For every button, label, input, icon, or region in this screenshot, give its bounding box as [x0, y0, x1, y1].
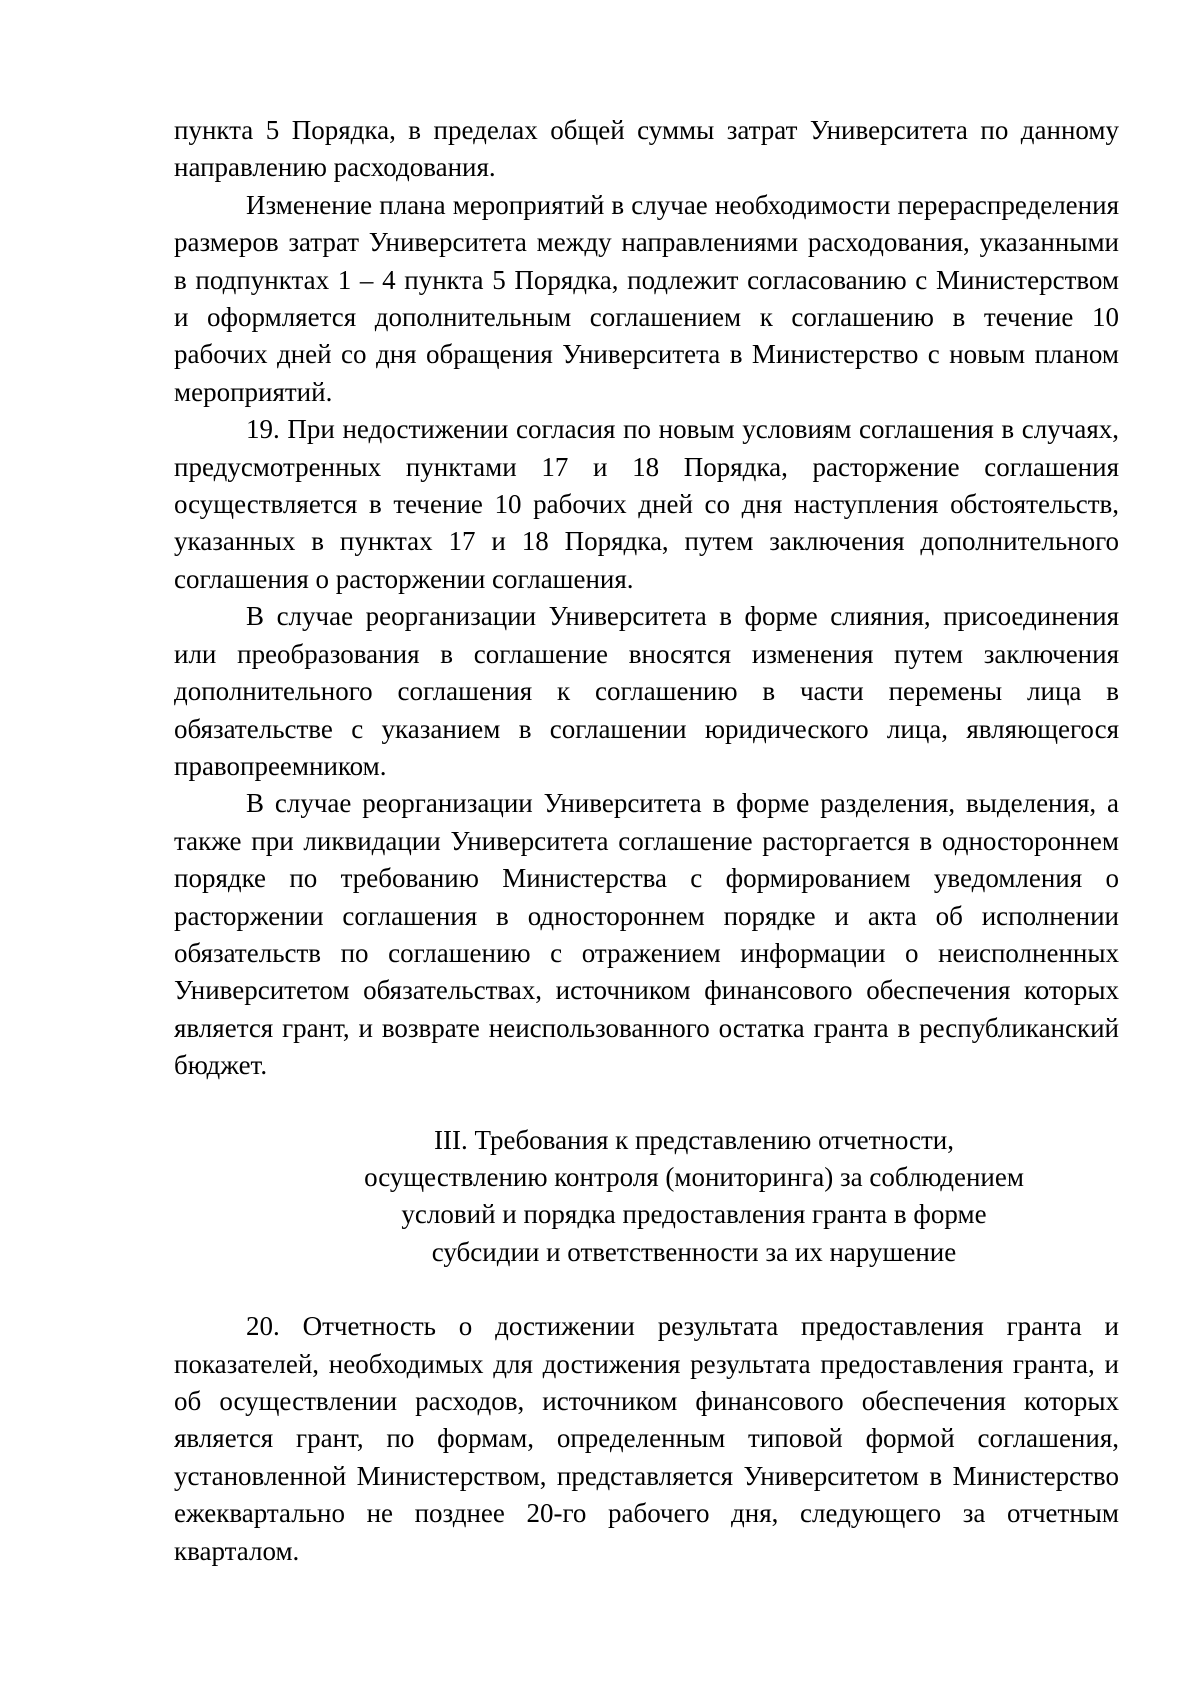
document-body [174, 112, 1119, 1570]
paragraph-plan-change: Изменение плана мероприятий в случае необходимости перераспределения размеров затрат Университета между направлениями расходования, указанными в подпунктах 1 – 4 пункта 5 Порядка, подлежит согласованию с Министерством и оформляется дополнительным соглашением к соглашению в течение 10 рабочих дней со дня обращения Университета в Министерство с новым планом мероприятий. [174, 189, 1119, 407]
paragraph-merger-reorganization: В случае реорганизации Университета в форме слияния, присоединения или преобразования в соглашение вносятся изменения путем заключения дополнительного соглашения к соглашению в части перемены лица в обязательстве с указанием в соглашении юридического лица, являющегося правопреемником. [174, 601, 1119, 781]
section-heading-line: III. Требования к представлению отчетности, [434, 1124, 954, 1155]
section-heading [174, 1122, 1119, 1272]
paragraph-division-liquidation: В случае реорганизации Университета в форме разделения, выделения, а также при ликвидации Университета соглашение расторгается в одностороннем порядке по требованию Министерства с формированием уведомления о расторжении соглашения в одностороннем порядке и акта об исполнении обязательств по соглашению с отражением информации о неисполненных Университетом обязательствах, источником финансового обеспечения которых является грант, и возврате неиспользованного остатка гранта в республиканский бюджет. [174, 788, 1119, 1081]
section-heading-line: условий и порядка предоставления гранта в форме [401, 1199, 987, 1230]
paragraph-item-19: 19. При недостижении согласия по новым условиям соглашения в случаях, предусмотренных пунктами 17 и 18 Порядка, расторжение соглашения осуществляется в течение 10 рабочих дней со дня наступления обстоятельств, указанных в пунктах 17 и 18 Порядка, путем заключения дополнительного соглашения о расторжении соглашения. [174, 414, 1119, 594]
paragraph-item-20: 20. Отчетность о достижении результата предоставления гранта и показателей, необходимых для достижения результата предоставления гранта, и об осуществлении расходов, источником финансового обеспечения которых является грант, по формам, определенным типовой формой соглашения, установленной Министерством, представляется Университетом в Министерство ежеквартально не позднее 20-го рабочего дня, следующего за отчетным кварталом. [174, 1311, 1119, 1566]
section-heading-line: осуществлению контроля (мониторинга) за соблюдением [364, 1161, 1024, 1192]
section-heading-line: субсидии и ответственности за их нарушение [431, 1236, 957, 1267]
paragraph-continuation: пункта 5 Порядка, в пределах общей суммы затрат Университета по данному направлению расходования. [174, 115, 1119, 183]
